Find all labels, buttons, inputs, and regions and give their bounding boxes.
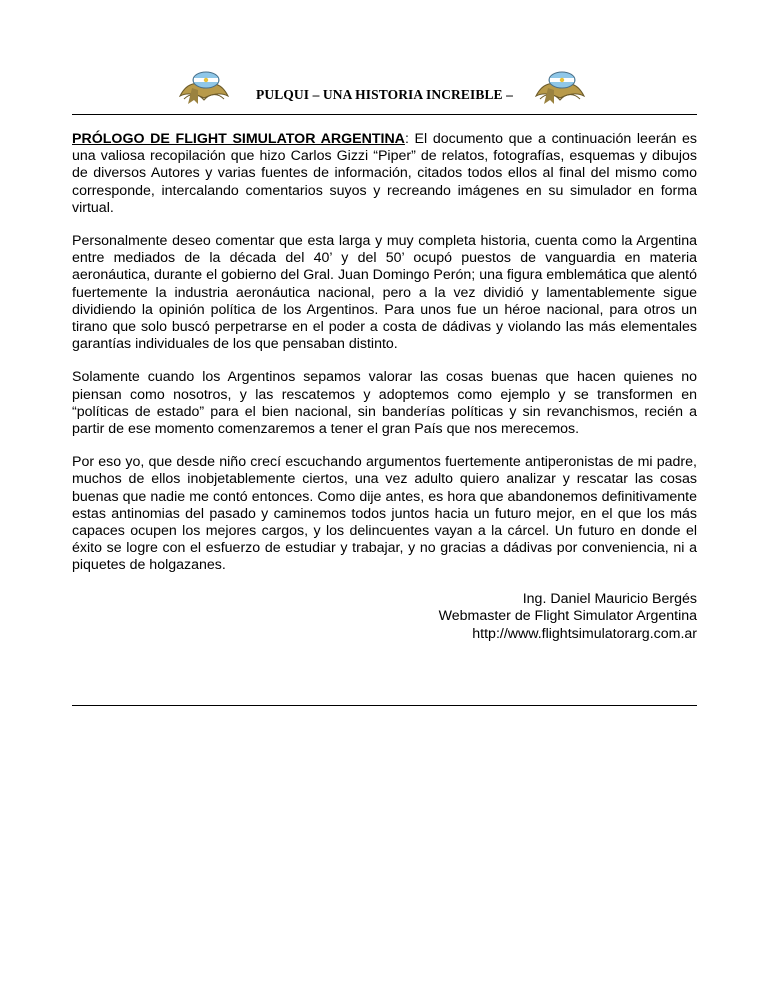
winged-emblem-icon [532,66,588,106]
signature-url: http://www.flightsimulatorarg.com.ar [472,625,697,642]
body-paragraph-1: Personalmente deseo comentar que esta larga y muy completa historia, cuenta como la Argentina entre mediados de la década del 40’ y del 50’ ocupó puestos de vanguardia en materia aeronáutica, durante el gobierno del Gral. Juan Domingo Perón; una figura emblemática que alentó fuertemente la industria aeronáutica nacional, pero a la vez dividió y lamentablemente sigue dividiendo la opinión política de los Argentinos. Para unos fue un héroe nacional, para otros un tirano que solo buscó perpetrarse en el poder a costa de dádivas y violando las más elementales garantías individuales de los que pensaban distinto. [72,233,697,353]
signature-block [72,591,697,644]
signature-name: Ing. Daniel Mauricio Bergés [522,590,697,607]
prologue-text: : El documento que a continuación leerán es una valiosa recopilación que hizo Carlos Gizzi “Piper” de relatos, fotografías, esquemas y dibujos de diversos Autores y varias fuentes de información, citados todos ellos al final del mismo como corresponde, intercalando comentarios suyos y recreando imágenes en su simulador en forma virtual. [72,131,697,216]
document-title: PULQUI – UNA HISTORIA INCREIBLE – [256,87,513,102]
footer-divider [72,705,697,706]
signature-role: Webmaster de Flight Simulator Argentina [438,608,697,625]
page-header [72,62,697,108]
document-body [72,131,697,643]
body-paragraph-2: Solamente cuando los Argentinos sepamos valorar las cosas buenas que hacen quienes no piensan como nosotros, y las rescatemos y adoptemos como ejemplo y se transformen en “políticas de estado” para el bien nacional, sin banderías políticas y sin revanchismos, recién a partir de ese momento comenzaremos a tener el gran País que nos merecemos. [72,369,697,438]
prologue-paragraph [72,131,697,217]
prologue-heading: PRÓLOGO DE FLIGHT SIMULATOR ARGENTINA [72,131,405,147]
header-divider [72,114,697,115]
body-paragraph-3: Por eso yo, que desde niño crecí escuchando argumentos fuertemente antiperonistas de mi padre, muchos de ellos inobjetablemente ciertos, una vez adulto quiero analizar y rescatar las cosas buenas que nadie me contó entonces. Como dije antes, es hora que abandonemos definitivamente estas antinomias del pasado y caminemos todos juntos hacia un futuro mejor, en el que los más capaces ocupen los mejores cargos, y los delincuentes vayan a la cárcel. Un futuro en donde el éxito se logre con el esfuerzo de estudiar y trabajar, y no gracias a dádivas por conveniencia, ni a piquetes de holgazanes. [72,454,697,574]
